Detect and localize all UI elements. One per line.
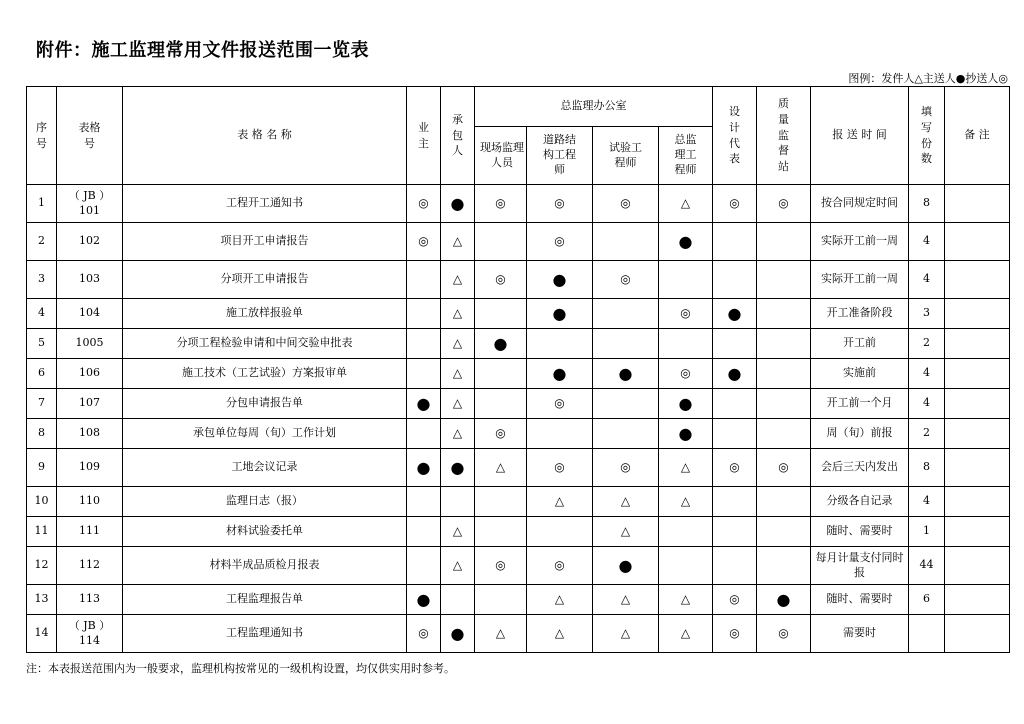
cell-copies (909, 615, 945, 653)
cell-contractor: △ (441, 261, 475, 299)
cell-copies: 4 (909, 487, 945, 517)
cell-chief: △ (659, 615, 713, 653)
cell-seq: 14 (27, 615, 57, 653)
header-name: 表 格 名 称 (123, 87, 407, 185)
cell-owner: ◎ (407, 223, 441, 261)
cell-owner (407, 329, 441, 359)
cell-contractor: ● (441, 185, 475, 223)
table-row (27, 223, 1010, 261)
cell-quality (757, 487, 811, 517)
cell-seq: 4 (27, 299, 57, 329)
cell-chief (659, 547, 713, 585)
cell-road (527, 329, 593, 359)
cell-test: ◎ (593, 185, 659, 223)
cell-road: ◎ (527, 547, 593, 585)
cell-code: 102 (57, 223, 123, 261)
cell-quality: ◎ (757, 185, 811, 223)
cell-copies: 2 (909, 419, 945, 449)
cell-owner (407, 487, 441, 517)
cell-road: △ (527, 615, 593, 653)
cell-code: 103 (57, 261, 123, 299)
cell-test (593, 419, 659, 449)
cell-site (475, 299, 527, 329)
cell-site: △ (475, 449, 527, 487)
distribution-table (26, 86, 1010, 653)
cell-time: 按合同规定时间 (811, 185, 909, 223)
cell-owner: ● (407, 585, 441, 615)
cell-design (713, 223, 757, 261)
cell-test (593, 223, 659, 261)
cell-remark (945, 449, 1010, 487)
cell-contractor: △ (441, 299, 475, 329)
cell-code: 104 (57, 299, 123, 329)
cell-owner: ◎ (407, 615, 441, 653)
cell-remark (945, 419, 1010, 449)
cell-time: 开工准备阶段 (811, 299, 909, 329)
cell-remark (945, 389, 1010, 419)
cell-name: 工程开工通知书 (123, 185, 407, 223)
cell-time: 实施前 (811, 359, 909, 389)
cell-contractor: ● (441, 449, 475, 487)
cell-seq: 10 (27, 487, 57, 517)
cell-time: 周（旬）前报 (811, 419, 909, 449)
table-row (27, 329, 1010, 359)
cell-code: 1005 (57, 329, 123, 359)
cell-design: ● (713, 359, 757, 389)
cell-design: ◎ (713, 615, 757, 653)
cell-quality: ◎ (757, 449, 811, 487)
cell-contractor: △ (441, 223, 475, 261)
cell-time: 开工前 (811, 329, 909, 359)
header-test: 试验工程师 (593, 127, 659, 185)
cell-chief (659, 517, 713, 547)
cell-seq: 9 (27, 449, 57, 487)
cell-chief: △ (659, 487, 713, 517)
cell-copies: 4 (909, 359, 945, 389)
table-row (27, 359, 1010, 389)
cell-road: ● (527, 359, 593, 389)
cell-quality (757, 299, 811, 329)
cell-contractor: △ (441, 547, 475, 585)
cell-road (527, 419, 593, 449)
cell-code: （ JB ）101 (57, 185, 123, 223)
cell-quality: ◎ (757, 615, 811, 653)
cell-owner: ● (407, 389, 441, 419)
cell-copies: 8 (909, 449, 945, 487)
cell-site (475, 223, 527, 261)
cell-remark (945, 299, 1010, 329)
cell-owner: ◎ (407, 185, 441, 223)
cell-test: ● (593, 359, 659, 389)
table-row (27, 389, 1010, 419)
cell-quality (757, 223, 811, 261)
cell-seq: 6 (27, 359, 57, 389)
cell-design (713, 487, 757, 517)
cell-chief: △ (659, 185, 713, 223)
header-office: 总监理办公室 (475, 87, 713, 127)
cell-quality (757, 547, 811, 585)
cell-copies: 6 (909, 585, 945, 615)
cell-time: 每月计量支付同时报 (811, 547, 909, 585)
cell-quality (757, 261, 811, 299)
table-row (27, 585, 1010, 615)
cell-quality (757, 419, 811, 449)
cell-owner (407, 299, 441, 329)
header-site: 现场监理人员 (475, 127, 527, 185)
header-chief: 总监理工程师 (659, 127, 713, 185)
cell-site (475, 359, 527, 389)
cell-design: ◎ (713, 585, 757, 615)
table-row (27, 487, 1010, 517)
cell-site: ◎ (475, 261, 527, 299)
table-row (27, 615, 1010, 653)
cell-site: ◎ (475, 419, 527, 449)
cell-owner (407, 359, 441, 389)
legend: 图例：发件人△主送人●抄送人◎ (848, 72, 1008, 85)
cell-road: ◎ (527, 223, 593, 261)
cell-design (713, 547, 757, 585)
cell-contractor: △ (441, 419, 475, 449)
cell-test: △ (593, 517, 659, 547)
cell-seq: 1 (27, 185, 57, 223)
cell-remark (945, 517, 1010, 547)
table-row (27, 261, 1010, 299)
cell-code: 108 (57, 419, 123, 449)
cell-name: 材料半成品质检月报表 (123, 547, 407, 585)
cell-seq: 7 (27, 389, 57, 419)
cell-code: （ JB ）114 (57, 615, 123, 653)
cell-time: 需要时 (811, 615, 909, 653)
header-owner: 业主 (407, 87, 441, 185)
table-row (27, 299, 1010, 329)
cell-time: 开工前一个月 (811, 389, 909, 419)
cell-code: 111 (57, 517, 123, 547)
cell-name: 工地会议记录 (123, 449, 407, 487)
header-time: 报 送 时 间 (811, 87, 909, 185)
cell-remark (945, 185, 1010, 223)
cell-code: 110 (57, 487, 123, 517)
cell-test: ◎ (593, 449, 659, 487)
cell-contractor: △ (441, 329, 475, 359)
cell-test: ● (593, 547, 659, 585)
header-design: 设计代表 (713, 87, 757, 185)
table-row (27, 449, 1010, 487)
cell-copies: 2 (909, 329, 945, 359)
cell-design (713, 389, 757, 419)
cell-code: 113 (57, 585, 123, 615)
cell-time: 随时、需要时 (811, 585, 909, 615)
cell-code: 109 (57, 449, 123, 487)
cell-time: 随时、需要时 (811, 517, 909, 547)
cell-name: 工程监理报告单 (123, 585, 407, 615)
cell-road: ● (527, 261, 593, 299)
cell-contractor: △ (441, 359, 475, 389)
table-row (27, 517, 1010, 547)
cell-name: 分项开工申请报告 (123, 261, 407, 299)
cell-remark (945, 547, 1010, 585)
cell-copies: 8 (909, 185, 945, 223)
cell-quality: ● (757, 585, 811, 615)
header-road: 道路结构工程师 (527, 127, 593, 185)
cell-contractor (441, 585, 475, 615)
header-seq: 序号 (27, 87, 57, 185)
cell-remark (945, 359, 1010, 389)
cell-design: ● (713, 299, 757, 329)
cell-name: 施工技术（工艺试验）方案报审单 (123, 359, 407, 389)
header-remark: 备 注 (945, 87, 1010, 185)
table-row (27, 419, 1010, 449)
cell-design (713, 419, 757, 449)
cell-remark (945, 223, 1010, 261)
cell-remark (945, 615, 1010, 653)
cell-time: 实际开工前一周 (811, 261, 909, 299)
cell-site: ◎ (475, 185, 527, 223)
cell-time: 会后三天内发出 (811, 449, 909, 487)
cell-test: △ (593, 585, 659, 615)
table-row (27, 547, 1010, 585)
footnote: 注：本表报送范围内为一般要求，监理机构按常见的一级机构设置，均仅供实用时参考。 (26, 662, 455, 675)
cell-contractor: △ (441, 517, 475, 547)
cell-road: ◎ (527, 389, 593, 419)
cell-design (713, 517, 757, 547)
cell-quality (757, 517, 811, 547)
cell-code: 106 (57, 359, 123, 389)
cell-site: ◎ (475, 547, 527, 585)
cell-seq: 11 (27, 517, 57, 547)
cell-contractor: △ (441, 389, 475, 419)
cell-copies: 44 (909, 547, 945, 585)
cell-copies: 4 (909, 389, 945, 419)
cell-name: 监理日志（报） (123, 487, 407, 517)
cell-seq: 8 (27, 419, 57, 449)
cell-test (593, 299, 659, 329)
cell-copies: 1 (909, 517, 945, 547)
page-title: 附件：施工监理常用文件报送范围一览表 (36, 40, 369, 61)
header-code: 表格号 (57, 87, 123, 185)
cell-test (593, 329, 659, 359)
cell-owner (407, 419, 441, 449)
cell-road: ◎ (527, 449, 593, 487)
cell-design: ◎ (713, 185, 757, 223)
cell-site (475, 517, 527, 547)
cell-copies: 4 (909, 261, 945, 299)
cell-name: 工程监理通知书 (123, 615, 407, 653)
cell-site (475, 389, 527, 419)
cell-road (527, 517, 593, 547)
cell-chief: ◎ (659, 299, 713, 329)
cell-design (713, 329, 757, 359)
cell-time: 分级各自记录 (811, 487, 909, 517)
table-row (27, 185, 1010, 223)
cell-test (593, 389, 659, 419)
cell-quality (757, 359, 811, 389)
cell-owner: ● (407, 449, 441, 487)
cell-name: 承包单位每周（旬）工作计划 (123, 419, 407, 449)
cell-contractor (441, 487, 475, 517)
cell-owner (407, 517, 441, 547)
cell-road: △ (527, 487, 593, 517)
cell-name: 分项工程检验申请和中间交验申批表 (123, 329, 407, 359)
cell-contractor: ● (441, 615, 475, 653)
cell-name: 材料试验委托单 (123, 517, 407, 547)
cell-name: 项目开工申请报告 (123, 223, 407, 261)
cell-site: ● (475, 329, 527, 359)
cell-owner (407, 261, 441, 299)
cell-chief (659, 261, 713, 299)
cell-seq: 13 (27, 585, 57, 615)
cell-chief: △ (659, 585, 713, 615)
cell-site: △ (475, 615, 527, 653)
cell-remark (945, 329, 1010, 359)
cell-site (475, 585, 527, 615)
cell-test: △ (593, 487, 659, 517)
cell-design (713, 261, 757, 299)
header-contractor: 承包人 (441, 87, 475, 185)
cell-quality (757, 329, 811, 359)
cell-code: 112 (57, 547, 123, 585)
cell-site (475, 487, 527, 517)
cell-test: △ (593, 615, 659, 653)
cell-copies: 4 (909, 223, 945, 261)
header-quality: 质量监督站 (757, 87, 811, 185)
cell-owner (407, 547, 441, 585)
cell-design: ◎ (713, 449, 757, 487)
cell-seq: 12 (27, 547, 57, 585)
cell-seq: 2 (27, 223, 57, 261)
cell-time: 实际开工前一周 (811, 223, 909, 261)
cell-chief: ● (659, 419, 713, 449)
cell-seq: 3 (27, 261, 57, 299)
cell-name: 分包申请报告单 (123, 389, 407, 419)
cell-copies: 3 (909, 299, 945, 329)
cell-chief (659, 329, 713, 359)
cell-name: 施工放样报验单 (123, 299, 407, 329)
cell-chief: ● (659, 389, 713, 419)
cell-seq: 5 (27, 329, 57, 359)
cell-remark (945, 585, 1010, 615)
cell-road: ● (527, 299, 593, 329)
cell-chief: △ (659, 449, 713, 487)
cell-code: 107 (57, 389, 123, 419)
cell-quality (757, 389, 811, 419)
cell-remark (945, 261, 1010, 299)
cell-chief: ◎ (659, 359, 713, 389)
cell-chief: ● (659, 223, 713, 261)
cell-road: △ (527, 585, 593, 615)
cell-test: ◎ (593, 261, 659, 299)
cell-remark (945, 487, 1010, 517)
header-copies: 填写份数 (909, 87, 945, 185)
cell-road: ◎ (527, 185, 593, 223)
